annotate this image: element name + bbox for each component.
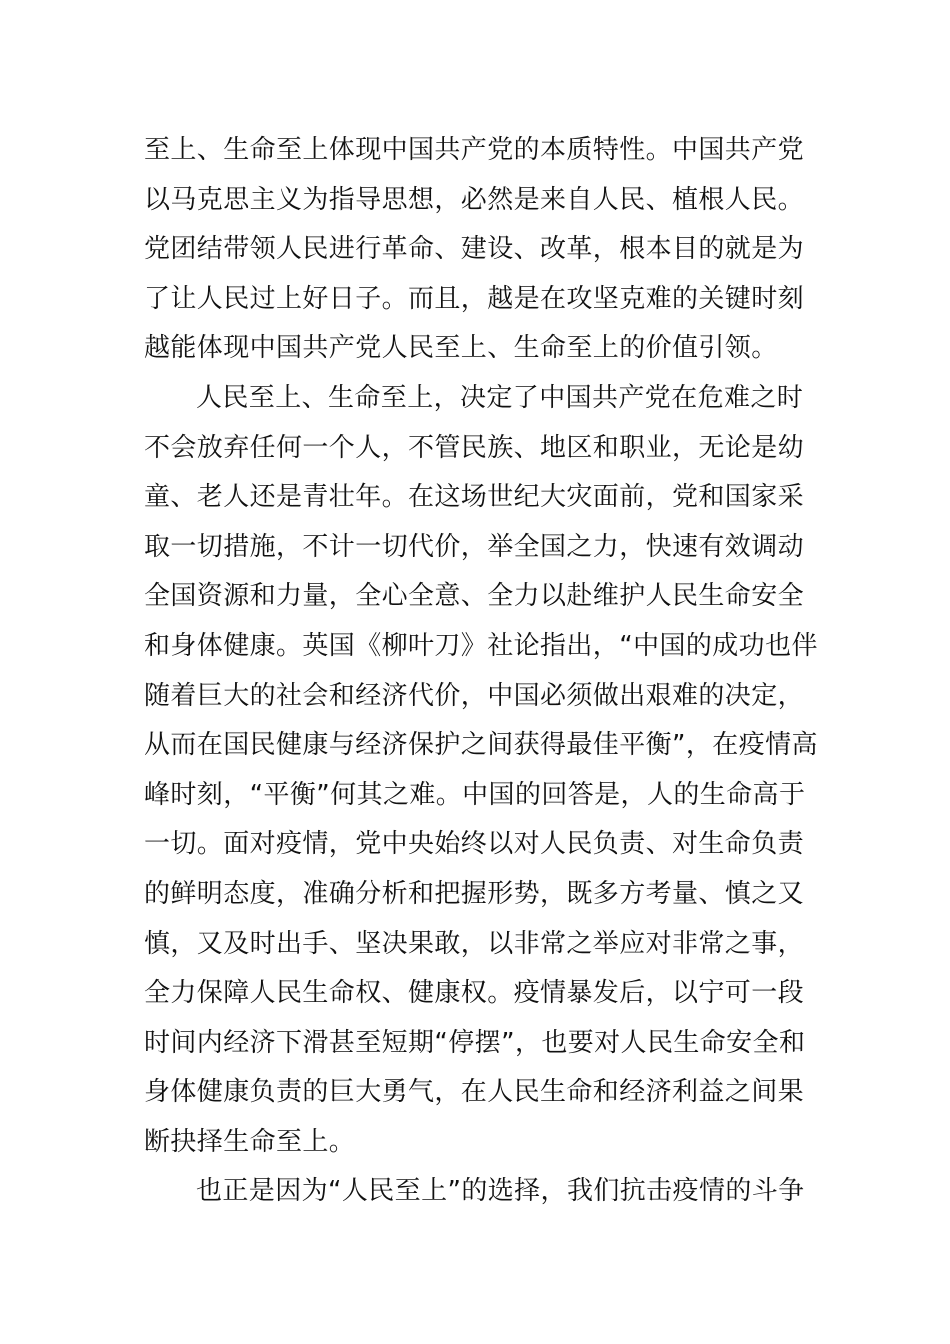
- text-line: 童、老人还是青壮年。在这场世纪大灾面前，党和国家采: [144, 482, 805, 513]
- body-text: [144, 126, 824, 1217]
- text-line: 全力保障人民生命权、健康权。疫情暴发后，以宁可一段: [144, 978, 805, 1009]
- paragraph-first-line: 人民至上、生命至上，决定了中国共产党在危难之时: [196, 382, 804, 413]
- text-line: 身体健康负责的巨大勇气，在人民生命和经济利益之间果: [144, 1077, 805, 1108]
- text-line: 取一切措施，不计一切代价，举全国之力，快速有效调动: [144, 531, 805, 562]
- text-line: 时间内经济下滑甚至短期“停摆”，也要对人民生命安全和: [144, 1027, 806, 1058]
- text-line: 断抉择生命至上。: [144, 1126, 356, 1157]
- text-line: 以马克思主义为指导思想，必然是来自人民、植根人民。: [144, 184, 805, 215]
- text-line: 至上、生命至上体现中国共产党的本质特性。中国共产党: [144, 135, 805, 165]
- text-line: 党团结带领人民进行革命、建设、改革，根本目的就是为: [144, 234, 805, 265]
- text-line: 随着巨大的社会和经济代价，中国必须做出艰难的决定，: [144, 680, 805, 711]
- text-line: 从而在国民健康与经济保护之间获得最佳平衡”，在疫情高: [144, 730, 818, 761]
- text-line: 的鲜明态度，准确分析和把握形势，既多方考量、慎之又: [144, 878, 805, 909]
- paragraph-first-line: 也正是因为“人民至上”的选择，我们抗击疫情的斗争: [196, 1176, 805, 1207]
- text-line: 全国资源和力量，全心全意、全力以赴维护人民生命安全: [144, 581, 805, 612]
- text-line: 了让人民过上好日子。而且，越是在攻坚克难的关键时刻: [144, 283, 805, 314]
- text-line: 慎，又及时出手、坚决果敢，以非常之举应对非常之事，: [144, 928, 805, 959]
- text-line: 一切。面对疫情，党中央始终以对人民负责、对生命负责: [144, 829, 805, 860]
- text-line: 不会放弃任何一个人，不管民族、地区和职业，无论是幼: [144, 432, 805, 463]
- text-line: 峰时刻，“平衡”何其之难。中国的回答是，人的生命高于: [144, 779, 806, 810]
- text-line: 和身体健康。英国《柳叶刀》社论指出，“中国的成功也伴: [144, 630, 818, 661]
- text-line: 越能体现中国共产党人民至上、生命至上的价值引领。: [144, 333, 778, 364]
